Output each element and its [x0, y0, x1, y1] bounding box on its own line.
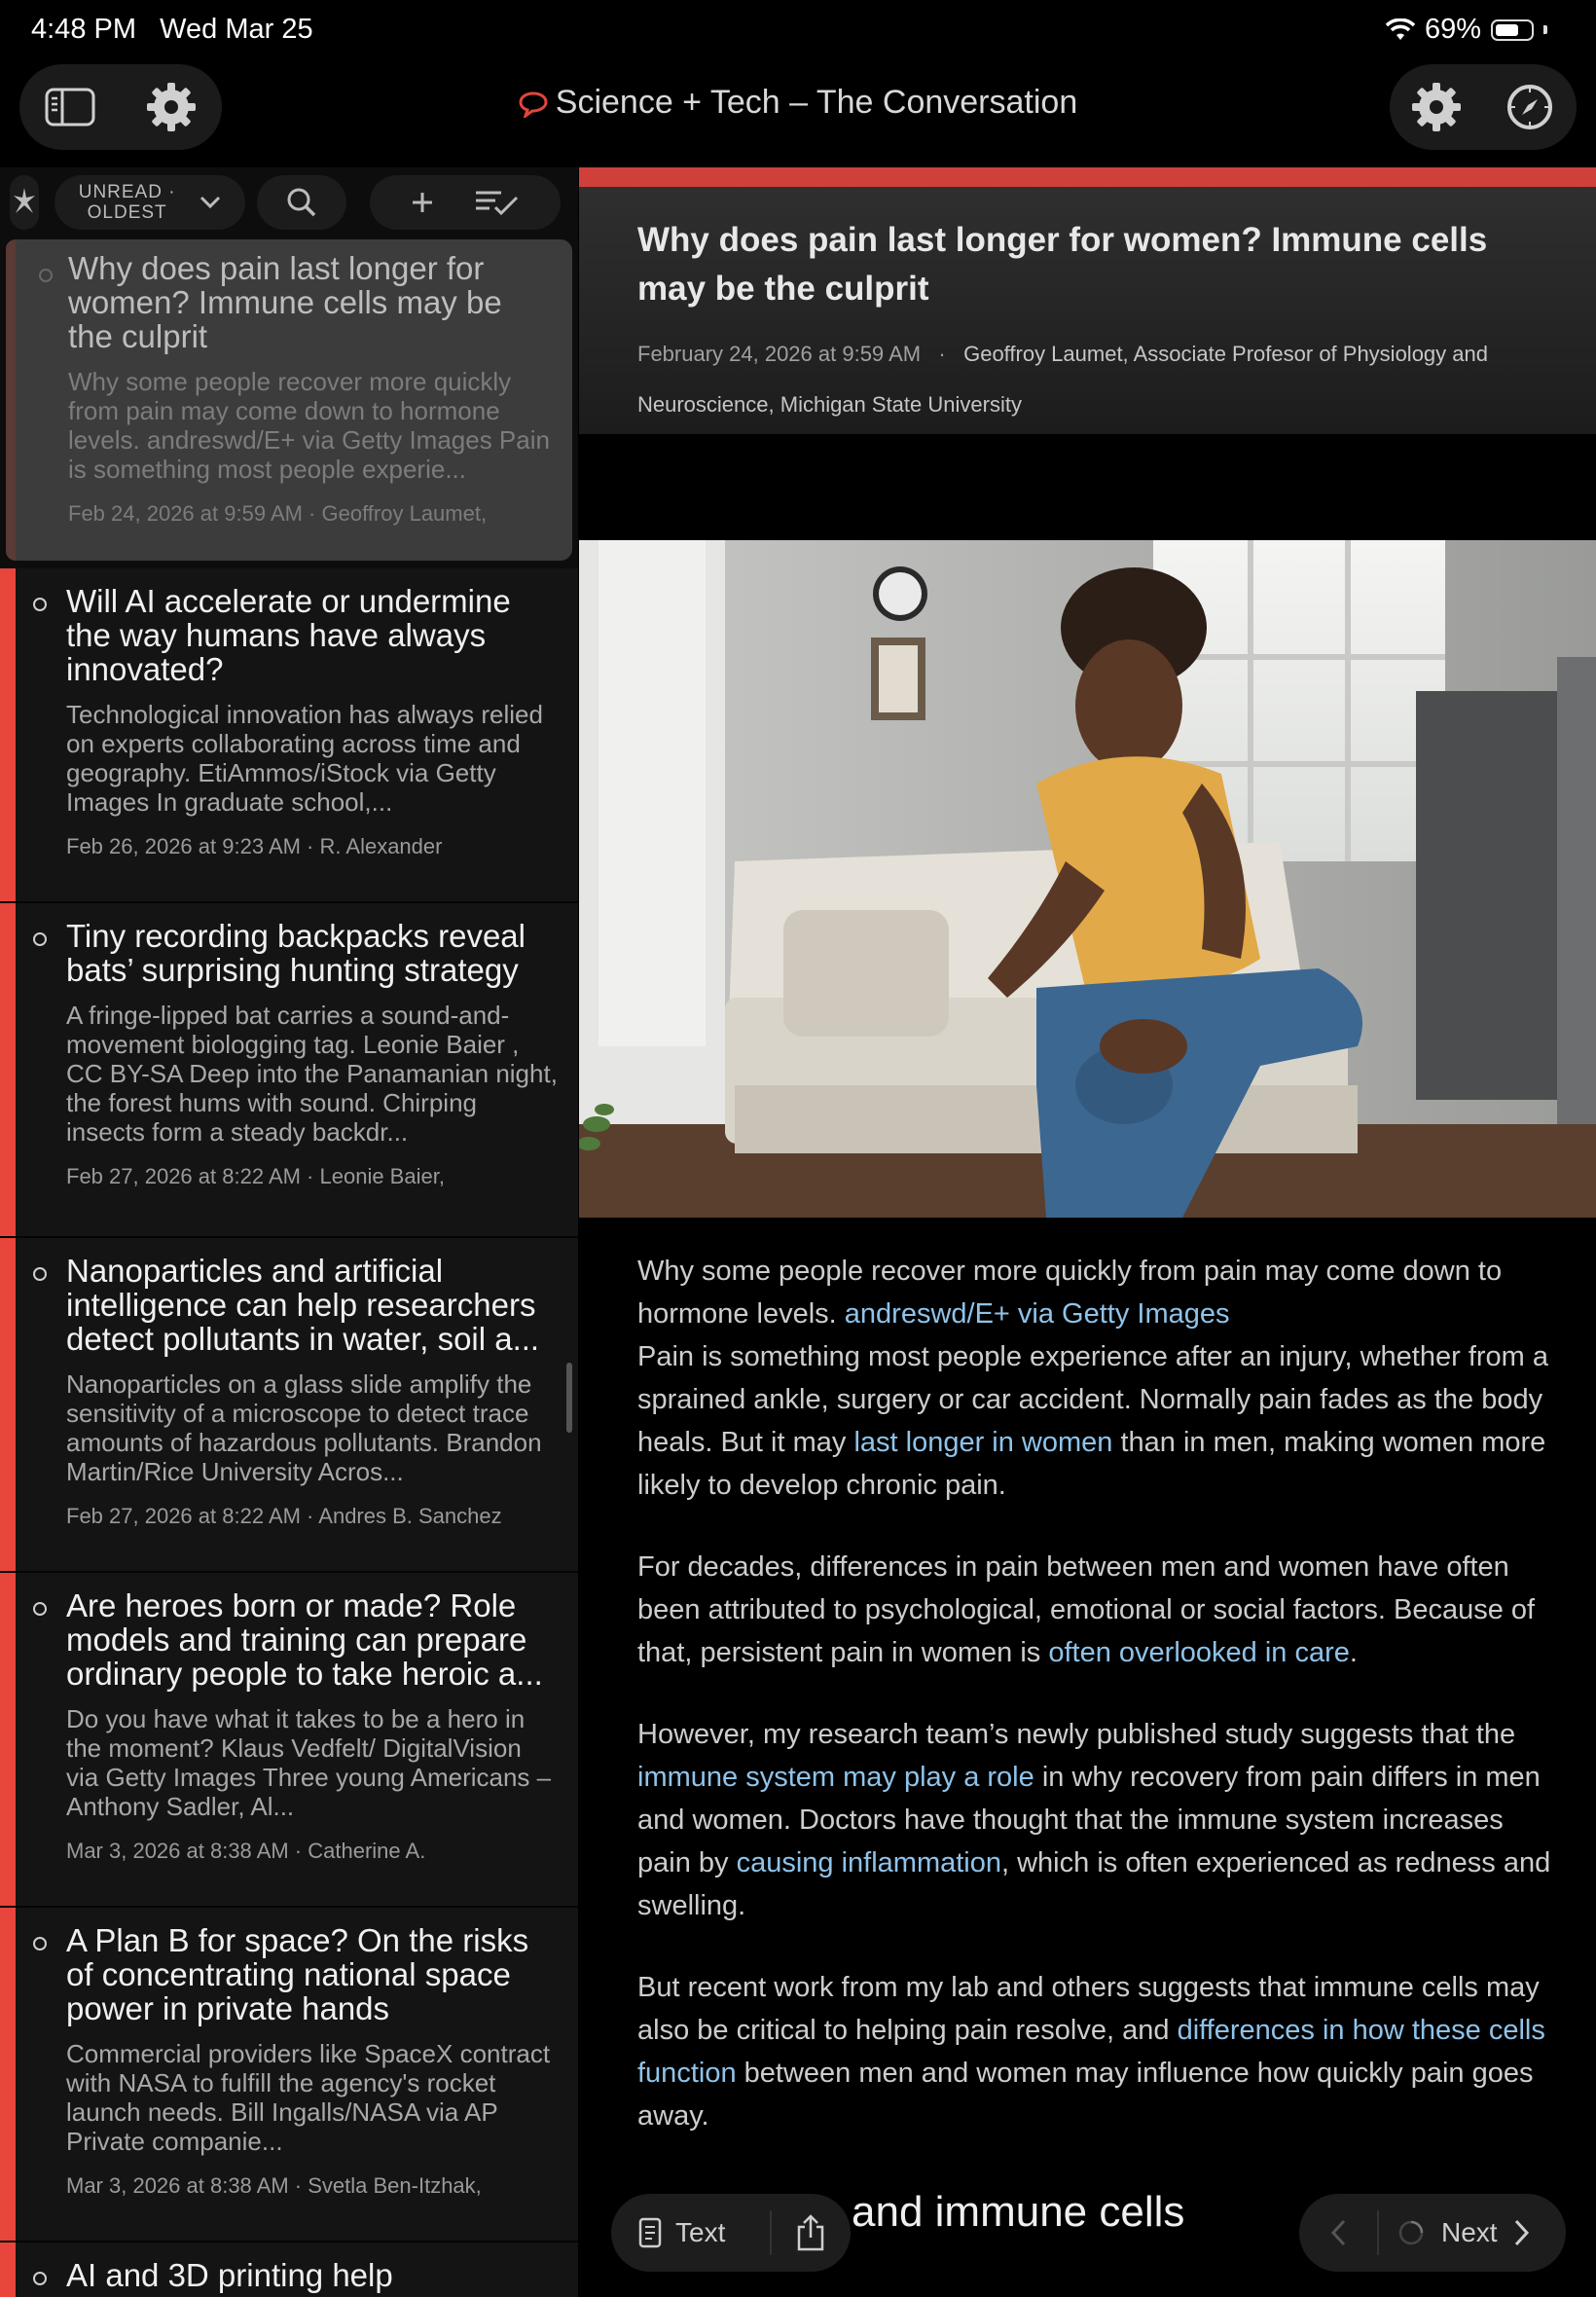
battery-percent: 69% — [1424, 14, 1481, 45]
mark-all-read-icon[interactable] — [474, 188, 521, 217]
loading-spinner-icon — [1396, 2218, 1426, 2247]
list-item-title: Tiny recording backpacks reveal bats’ surprising hunting strategy — [66, 918, 526, 988]
unread-dot-icon — [39, 269, 53, 282]
share-button[interactable] — [772, 2214, 851, 2251]
caption-text: Why some people recover more quickly from pain may come down to hormone levels. — [637, 1256, 1503, 1330]
document-icon — [638, 2217, 662, 2248]
unread-dot-icon — [33, 2272, 47, 2285]
settings-button-right[interactable] — [1407, 78, 1466, 136]
article-author: Geoffroy Laumet, Associate Profesor of Physiology and Neuroscience, Michigan State University — [637, 342, 1488, 417]
article-reader — [579, 167, 1596, 2297]
sort-line-2: OLDEST — [87, 202, 167, 223]
article-list-sidebar — [0, 167, 578, 2297]
article-header — [579, 187, 1596, 434]
battery-icon — [1491, 19, 1534, 41]
reader-mode-controls — [611, 2194, 851, 2272]
list-item-meta: Feb 26, 2026 at 9:23 AM · R. Alexander — [66, 834, 443, 858]
list-item-meta: Feb 24, 2026 at 9:59 AM · Geoffroy Laumet, — [68, 501, 488, 526]
list-item-title: Will AI accelerate or undermine the way humans have always innovated? — [66, 583, 511, 687]
unread-bar — [0, 1908, 16, 2241]
feed-title — [0, 84, 1596, 122]
unread-dot-icon — [33, 1267, 47, 1281]
list-item-meta: Mar 3, 2026 at 8:38 AM · Svetla Ben-Itzhak, — [66, 2173, 482, 2198]
article-list — [0, 239, 578, 2297]
safari-compass-icon — [1505, 83, 1554, 131]
list-item-meta: Mar 3, 2026 at 8:38 AM · Catherine A. — [66, 1839, 426, 1863]
paragraph-text: Pain is something most people experience after an injury, whether from a sprained ankle, surgery or car accident. Normally pain fades as the body heals. But it may — [637, 1341, 1549, 1458]
next-button[interactable] — [1379, 2217, 1531, 2248]
article-hero-image — [579, 540, 1596, 1218]
list-item[interactable] — [0, 1908, 578, 2242]
section-heading: and immune cells — [852, 2188, 1185, 2236]
plus-icon[interactable] — [410, 190, 435, 215]
list-item-summary: Nanoparticles on a glass slide amplify the sensitivity of a microscope to detect trace amounts of hazardous pollutants. Brandon Martin/Rice University Acros... — [66, 1369, 542, 1486]
list-item-title: A Plan B for space? On the risks of concentrating national space power in private hands — [66, 1922, 529, 2026]
list-item[interactable] — [0, 2242, 578, 2297]
paragraph-text: in why recovery from pain differs in men and women. Doctors have thought that the immune system increases pain by — [637, 1762, 1541, 1878]
status-time — [31, 14, 313, 46]
unread-dot-icon — [33, 1937, 47, 1951]
unread-bar — [0, 1238, 16, 1571]
list-item[interactable] — [0, 1238, 578, 1573]
search-button[interactable] — [257, 175, 346, 230]
list-item-title: Are heroes born or made? Role models and training can prepare ordinary people to take heroic a... — [66, 1587, 543, 1692]
list-item[interactable] — [6, 239, 572, 561]
causing-inflammation-link[interactable]: causing inflammation — [736, 1847, 1001, 1878]
chevron-right-icon — [1513, 2218, 1531, 2247]
next-label: Next — [1441, 2217, 1498, 2247]
list-item-summary: Why some people recover more quickly from pain may come down to hormone levels. andreswd/E+ via Getty Images Pain is something most people experie... — [68, 367, 550, 484]
chevron-left-icon — [1329, 2218, 1347, 2247]
article-title: Why does pain last longer for women? Immune cells may be the culprit — [637, 221, 1488, 308]
paragraph-4 — [637, 1966, 1562, 2137]
paragraph-text: between men and women may influence how quickly pain goes away. — [637, 2058, 1534, 2132]
unread-bar — [6, 239, 16, 561]
paragraph-text: than in men, making women more likely to develop chronic pain. — [637, 1427, 1546, 1501]
article-meta — [637, 329, 1557, 430]
immune-system-link[interactable]: immune system may play a role — [637, 1762, 1034, 1793]
unread-dot-icon — [33, 598, 47, 611]
unread-bar — [0, 903, 16, 1236]
paragraph-text: For decades, differences in pain between men and women have often been attributed to psychological, emotional or social factors. Because of that, persistent pain in women is — [637, 1551, 1536, 1668]
status-bar — [0, 0, 1596, 60]
list-item-meta: Feb 27, 2026 at 8:22 AM · Leonie Baier, — [66, 1164, 445, 1188]
feed-accent-bar — [579, 167, 1596, 187]
list-item[interactable] — [0, 1573, 578, 1908]
meta-separator: · — [938, 342, 946, 366]
photo-credit-link[interactable]: andreswd/E+ via Getty Images — [844, 1298, 1230, 1330]
filter-icon — [12, 186, 37, 219]
differences-link[interactable]: differences in how these cells function — [637, 2015, 1545, 2089]
sort-menu-button[interactable] — [54, 175, 245, 230]
list-item-summary: A fringe-lipped bat carries a sound-and-movement biologging tag. Leonie Baier , CC BY-SA Deep into the Panamanian night, the forest hums with sound. Chirping insects form a steady backdr... — [66, 1001, 558, 1147]
unread-bar — [0, 568, 16, 901]
text-mode-label: Text — [675, 2217, 726, 2247]
list-item[interactable] — [0, 568, 578, 903]
paragraph-3 — [637, 1713, 1562, 1927]
article-navigation — [1299, 2194, 1566, 2272]
speech-bubble-icon — [519, 91, 548, 118]
search-icon — [286, 187, 317, 218]
last-longer-link[interactable]: last longer in women — [853, 1427, 1113, 1458]
sort-label — [79, 182, 176, 223]
wifi-icon — [1386, 18, 1415, 42]
feed-title-text: Science + Tech – The Conversation — [555, 84, 1078, 121]
hero-photo — [579, 540, 1596, 1218]
time-text: 4:48 PM — [31, 14, 136, 45]
open-in-safari-button[interactable] — [1501, 78, 1559, 136]
list-item-summary: Do you have what it takes to be a hero in the moment? Klaus Vedfelt/ DigitalVision via Getty Images Three young Americans – Anthony Sadler, Al... — [66, 1704, 552, 1821]
list-item-summary: Commercial providers like SpaceX contract with NASA to fulfill the agency's rocket launch needs. Bill Ingalls/NASA via AP Private companie... — [66, 2039, 551, 2156]
battery-nub — [1543, 25, 1547, 34]
list-toolbar — [0, 167, 578, 236]
gear-icon — [1411, 82, 1462, 132]
unread-dot-icon — [33, 1602, 47, 1616]
paragraph-1 — [637, 1250, 1562, 1507]
article-body — [637, 1250, 1562, 2176]
paragraph-2 — [637, 1546, 1562, 1674]
paragraph-text: , which is often experienced as redness and swelling. — [637, 1847, 1551, 1921]
actions-pill — [370, 175, 561, 230]
list-item-title: Nanoparticles and artificial intelligence can help researchers detect pollutants in water, soil a... — [66, 1253, 540, 1357]
list-item-meta: Feb 27, 2026 at 8:22 AM · Andres B. Sanchez — [66, 1504, 502, 1528]
list-item-title: AI and 3D printing help — [66, 2257, 393, 2293]
overlooked-in-care-link[interactable]: often overlooked in care — [1048, 1637, 1350, 1668]
paragraph-text: But recent work from my lab and others suggests that immune cells may also be critical to helping pain resolve, and — [637, 1972, 1540, 2046]
list-scrollbar[interactable] — [566, 1363, 572, 1433]
share-icon — [796, 2214, 825, 2251]
right-toolbar-pill — [1390, 64, 1577, 150]
unread-dot-icon — [33, 932, 47, 946]
filter-button[interactable] — [10, 175, 39, 230]
list-item-summary: Technological innovation has always relied on experts collaborating across time and geography. EtiAmmos/iStock via Getty Images In graduate school,... — [66, 700, 543, 817]
paragraph-text: . — [1349, 1637, 1358, 1668]
list-item[interactable] — [0, 903, 578, 1238]
chevron-down-icon — [200, 196, 221, 209]
previous-button[interactable] — [1299, 2218, 1377, 2247]
paragraph-text: However, my research team’s newly published study suggests that the — [637, 1719, 1516, 1750]
top-bar — [0, 60, 1596, 167]
text-mode-button[interactable] — [611, 2217, 770, 2248]
unread-bar — [0, 1573, 16, 1906]
list-item-title: Why does pain last longer for women? Immune cells may be the culprit — [68, 250, 502, 354]
sort-line-1: UNREAD · — [78, 182, 176, 202]
date-text: Wed Mar 25 — [160, 14, 313, 45]
article-date: February 24, 2026 at 9:59 AM — [637, 342, 922, 366]
battery-fill — [1496, 24, 1518, 36]
status-right — [1386, 14, 1547, 46]
unread-bar — [0, 2242, 16, 2297]
